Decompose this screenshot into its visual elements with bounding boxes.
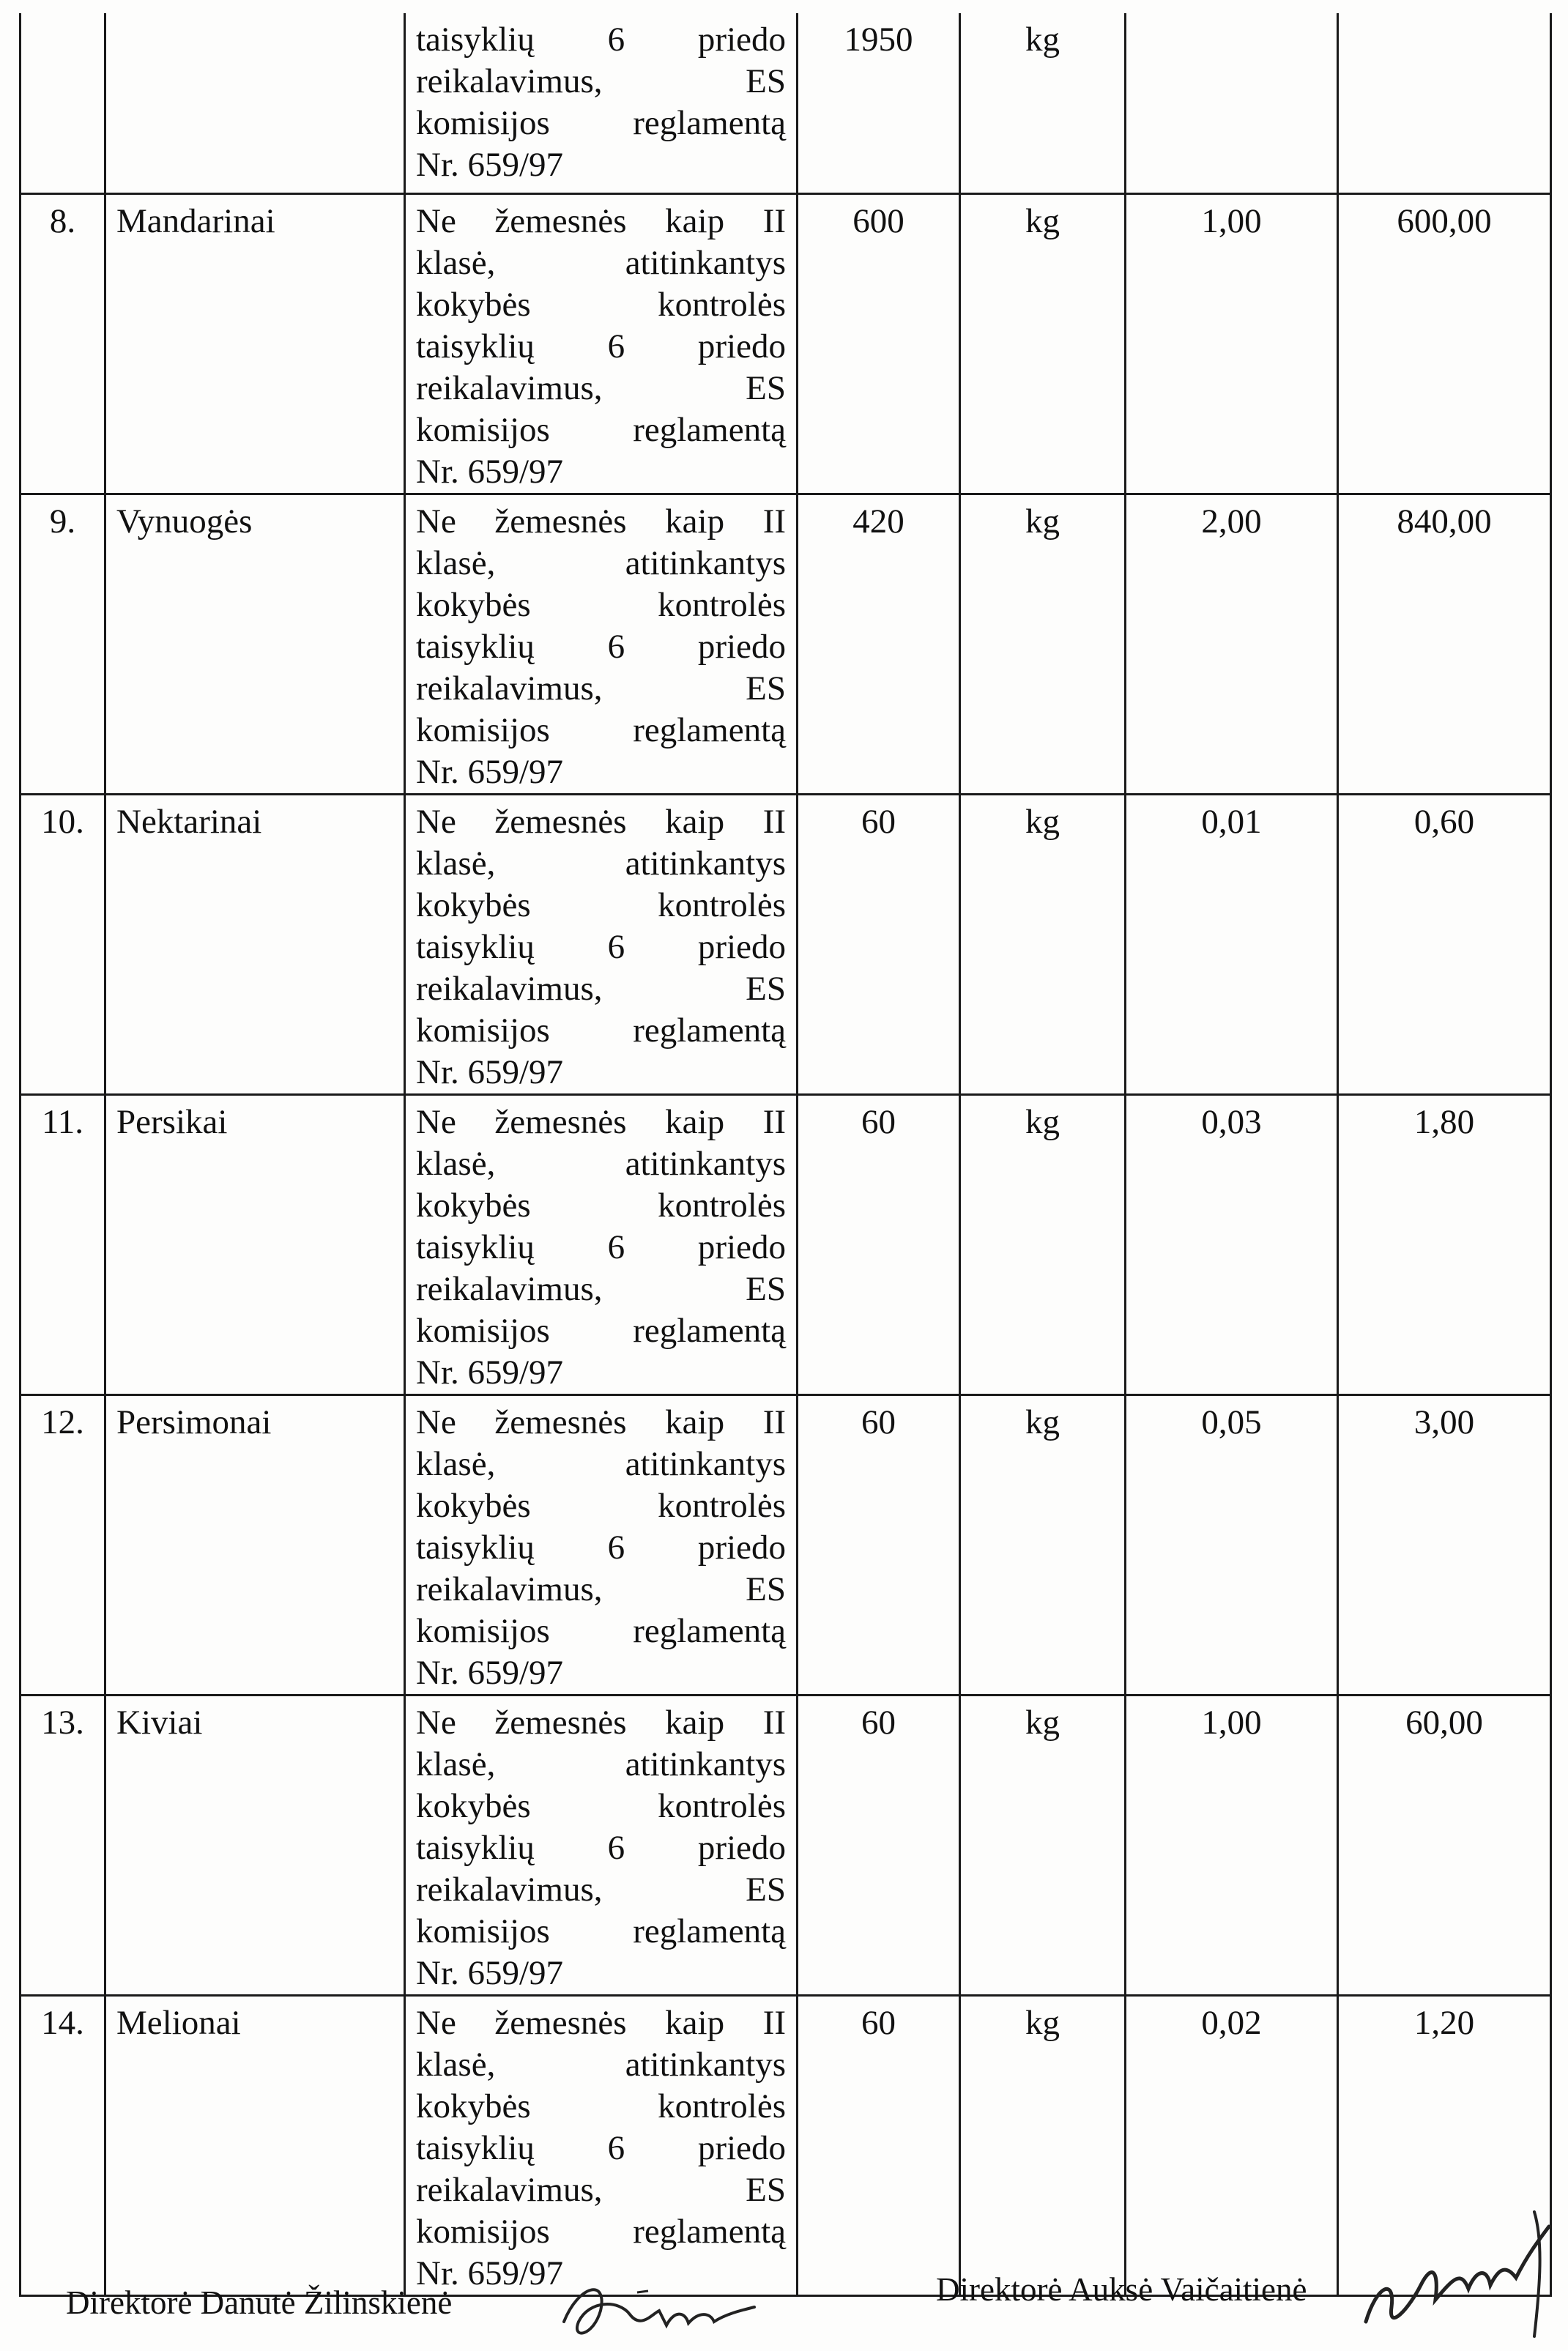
product-name-cell: Nektarinai [105,794,405,1094]
table-row [21,794,1551,1094]
description-line: klasė, atitinkantys [416,1144,786,1183]
row-number-cell: 8. [21,193,105,494]
row-number-cell: 13. [21,1695,105,1995]
description-line: Nr. 659/97 [416,1353,564,1392]
description-line: Ne žemesnės kaip II [416,201,786,240]
product-name-cell: Persikai [105,1094,405,1394]
description-cell [405,1995,798,2295]
total-cell: 0,60 [1338,794,1551,1094]
description-line: reikalavimus, ES [416,669,786,707]
description-line: taisyklių 6 priedo [416,627,786,666]
product-name-cell: Melionai [105,1995,405,2295]
description-line: kokybės kontrolės [416,1186,786,1225]
description-line: komisijos reglamentą [416,2212,786,2251]
row-number-cell: 14. [21,1995,105,2295]
description-line: reikalavimus, ES [416,1570,786,1608]
description-line: taisyklių 6 priedo [416,327,786,365]
price-cell: 2,00 [1126,494,1338,794]
product-name-cell: Mandarinai [105,193,405,494]
price-cell: 0,03 [1126,1094,1338,1394]
unit-cell: kg [960,794,1126,1094]
description-line: Ne žemesnės kaip II [416,502,786,541]
description-line: komisijos reglamentą [416,1011,786,1050]
description-line: Nr. 659/97 [416,452,564,491]
description-line: Nr. 659/97 [416,1052,564,1091]
description-line: klasė, atitinkantys [416,1444,786,1483]
description-line: Nr. 659/97 [416,2254,564,2292]
description-line: kokybės kontrolės [416,585,786,624]
price-cell: 0,02 [1126,1995,1338,2295]
row-number-cell: 12. [21,1394,105,1695]
description-line: klasė, atitinkantys [416,1745,786,1783]
description-line: taisyklių 6 priedo [416,1228,786,1266]
description-line: taisyklių 6 priedo [416,1528,786,1567]
quantity-cell: 60 [798,1094,960,1394]
description-cell: taisyklių 6 priedo reikalavimus, ES komisijos reglamentą Nr. 659/97 [405,13,798,193]
description-line: klasė, atitinkantys [416,844,786,883]
description-line: Ne žemesnės kaip II [416,2003,786,2042]
left-signature [549,2270,769,2351]
procurement-table [19,13,1552,2297]
product-name-cell: Vynuogės [105,494,405,794]
description-line: reikalavimus, ES [416,969,786,1008]
row-number-cell: 9. [21,494,105,794]
row-number-cell [21,13,105,193]
unit-cell: kg [960,1995,1126,2295]
price-cell: 1,00 [1126,1695,1338,1995]
description-line: klasė, atitinkantys [416,243,786,282]
unit-cell: kg [960,1695,1126,1995]
description-line: kokybės kontrolės [416,2087,786,2125]
description-line: kokybės kontrolės [416,285,786,324]
unit-cell: kg [960,494,1126,794]
description-line: Ne žemesnės kaip II [416,802,786,841]
description-cell [405,1394,798,1695]
description-line: komisijos reglamentą [416,1311,786,1350]
description-line: reikalavimus, ES [416,368,786,407]
description-line: klasė, atitinkantys [416,543,786,582]
description-line: kokybės kontrolės [416,1486,786,1525]
table-row [21,1695,1551,1995]
description-line: kokybės kontrolės [416,885,786,924]
total-cell: 600,00 [1338,193,1551,494]
table-row [21,494,1551,794]
description-line: Ne žemesnės kaip II [416,1102,786,1141]
quantity-cell: 60 [798,1394,960,1695]
product-name-cell: Persimonai [105,1394,405,1695]
description-line: komisijos reglamentą [416,410,786,449]
description-line: kokybės kontrolės [416,1786,786,1825]
quantity-cell: 1950 [798,13,960,193]
table-row [21,193,1551,494]
quantity-cell: 420 [798,494,960,794]
total-cell: 840,00 [1338,494,1551,794]
total-cell: 1,80 [1338,1094,1551,1394]
quantity-cell: 600 [798,193,960,494]
unit-cell: kg [960,193,1126,494]
quantity-cell: 60 [798,1995,960,2295]
unit-cell: kg [960,13,1126,193]
description-line: taisyklių 6 priedo [416,927,786,966]
description-line: komisijos reglamentą [416,1611,786,1650]
total-cell: 3,00 [1338,1394,1551,1695]
table-row-continued [21,13,1551,193]
description-line: Nr. 659/97 [416,752,564,791]
description-line: reikalavimus, ES [416,1870,786,1909]
unit-cell: kg [960,1394,1126,1695]
right-signatory-label: Direktorė Auksė Vaičaitienė [936,2271,1307,2308]
row-number-cell: 11. [21,1094,105,1394]
price-cell: 1,00 [1126,193,1338,494]
description-line: Ne žemesnės kaip II [416,1403,786,1441]
description-line: Nr. 659/97 [416,1653,564,1692]
description-cell [405,1094,798,1394]
price-cell: 0,05 [1126,1394,1338,1695]
right-signature [1351,2197,1564,2344]
quantity-cell: 60 [798,1695,960,1995]
description-line: komisijos reglamentą [416,710,786,749]
description-line: reikalavimus, ES [416,1269,786,1308]
product-name-cell: Kiviai [105,1695,405,1995]
description-line: reikalavimus, ES [416,2170,786,2209]
product-name-cell [105,13,405,193]
left-signatory-label: Direktorė Danutė Žilinskienė [66,2284,453,2321]
total-cell: 1,20 [1338,1995,1551,2295]
description-line: klasė, atitinkantys [416,2045,786,2084]
description-cell [405,794,798,1094]
description-cell [405,1695,798,1995]
description-line: komisijos reglamentą [416,1912,786,1950]
description-line: Nr. 659/97 [416,1953,564,1992]
description-line: Ne žemesnės kaip II [416,1703,786,1742]
description-cell [405,494,798,794]
row-number-cell: 10. [21,794,105,1094]
quantity-cell: 60 [798,794,960,1094]
price-cell: 0,01 [1126,794,1338,1094]
description-line: taisyklių 6 priedo [416,2128,786,2167]
total-cell [1338,13,1551,193]
unit-cell: kg [960,1094,1126,1394]
description-cell [405,193,798,494]
table-row [21,1394,1551,1695]
table-row [21,1094,1551,1394]
total-cell: 60,00 [1338,1695,1551,1995]
price-cell [1126,13,1338,193]
description-line: taisyklių 6 priedo [416,1828,786,1867]
table-row [21,1995,1551,2295]
